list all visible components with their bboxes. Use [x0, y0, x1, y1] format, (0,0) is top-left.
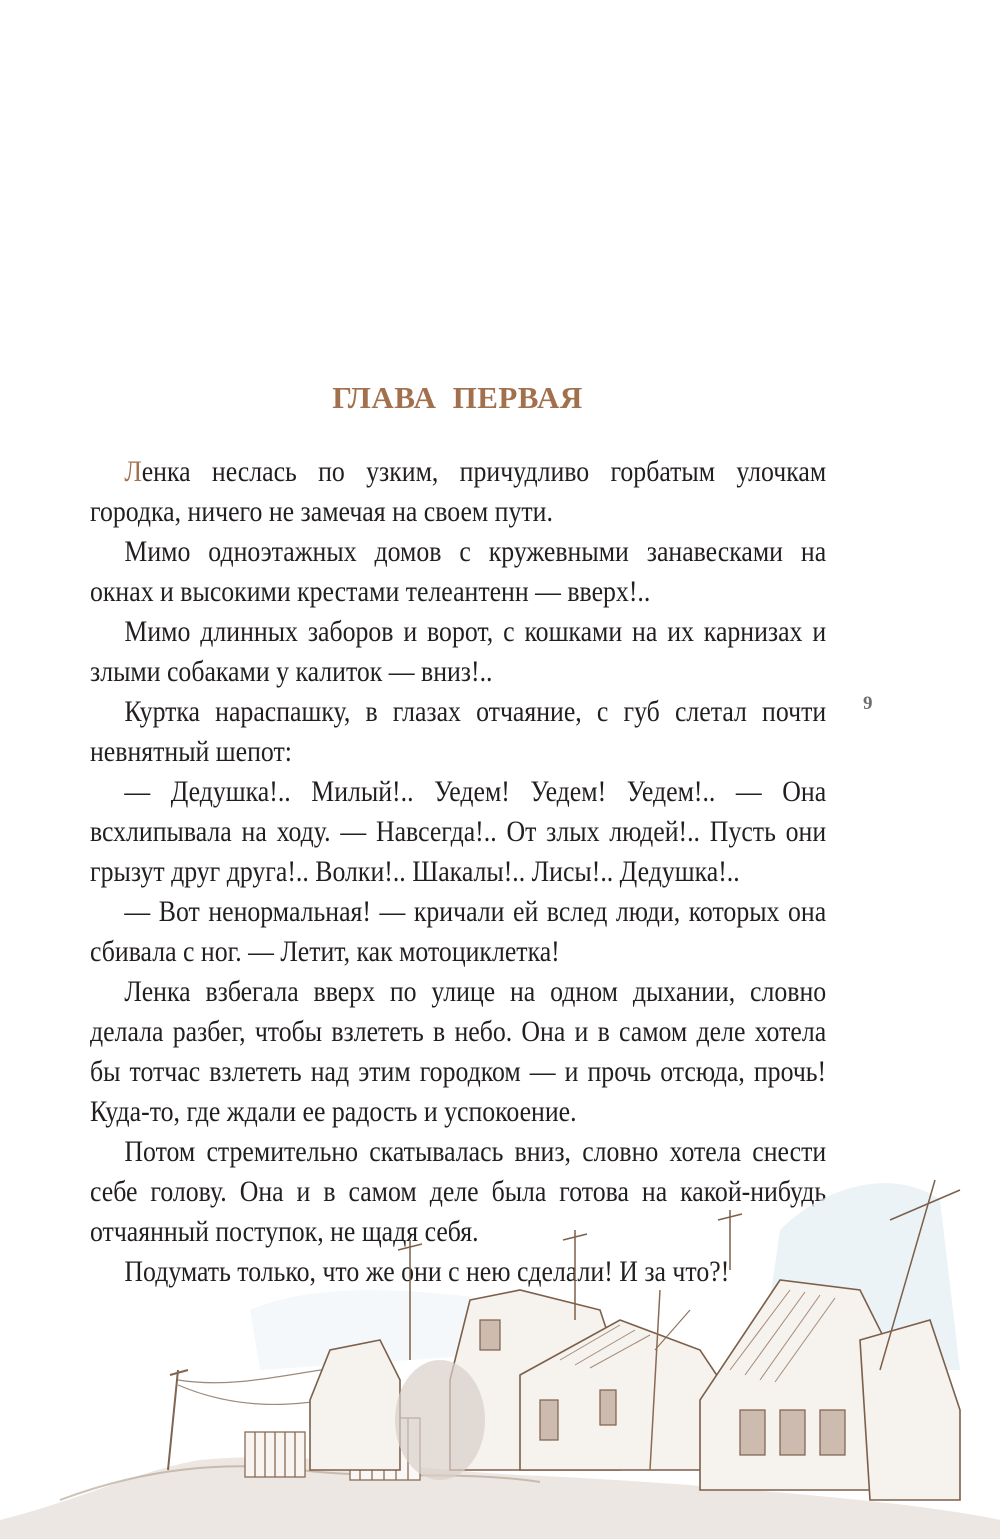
paragraph-8: Потом стремительно скатывалась вниз, словно хотела снести себе голову. Она и в самом деле была готова на какой-нибудь отчаянный поступок, не щадя себя.	[90, 1135, 827, 1248]
body-text	[90, 452, 827, 1292]
paragraph-7: Ленка взбегала вверх по улице на одном дыхании, словно делала разбег, чтобы взлететь в небо. Она и в самом деле хотела бы тотчас взлететь над этим городком — и прочь отсюда, прочь! Куда-то, где ждали ее радость и успокоение.	[90, 975, 827, 1128]
paragraph-3: Мимо длинных заборов и ворот, с кошками на их карнизах и злыми собаками у калиток — вниз!..	[90, 615, 827, 688]
paragraph-9: Подумать только, что же они с нею сделали! И за что?!	[124, 1255, 730, 1288]
paragraph-2: Мимо одноэтажных домов с кружевными занавесками на окнах и высокими крестами телеантенн — вверх!..	[90, 535, 827, 608]
chapter-title: ГЛАВА ПЕРВАЯ	[332, 380, 583, 415]
paragraph-4: Куртка нараспашку, в глазах отчаяние, с губ слетал почти невнятный шепот:	[90, 695, 827, 768]
paragraph-6: — Вот ненормальная! — кричали ей вслед люди, которых она сбивала с ног. — Летит, как мотоциклетка!	[90, 895, 827, 968]
street-sketch-illustration	[0, 1170, 1000, 1539]
dropcap-letter: Л	[124, 455, 142, 488]
paragraph-1: Ленка неслась по узким, причудливо горбатым улочкам городка, ничего не замечая на своем пути.	[90, 455, 827, 528]
page-number: 9	[863, 693, 873, 714]
paragraph-5: — Дедушка!.. Милый!.. Уедем! Уедем! Уедем!.. — Она всхлипывала на ходу. — Навсегда!.. От злых людей!.. Пусть они грызут друг друга!.. Волки!.. Шакалы!.. Лисы!.. Дедушка!..	[90, 775, 827, 888]
